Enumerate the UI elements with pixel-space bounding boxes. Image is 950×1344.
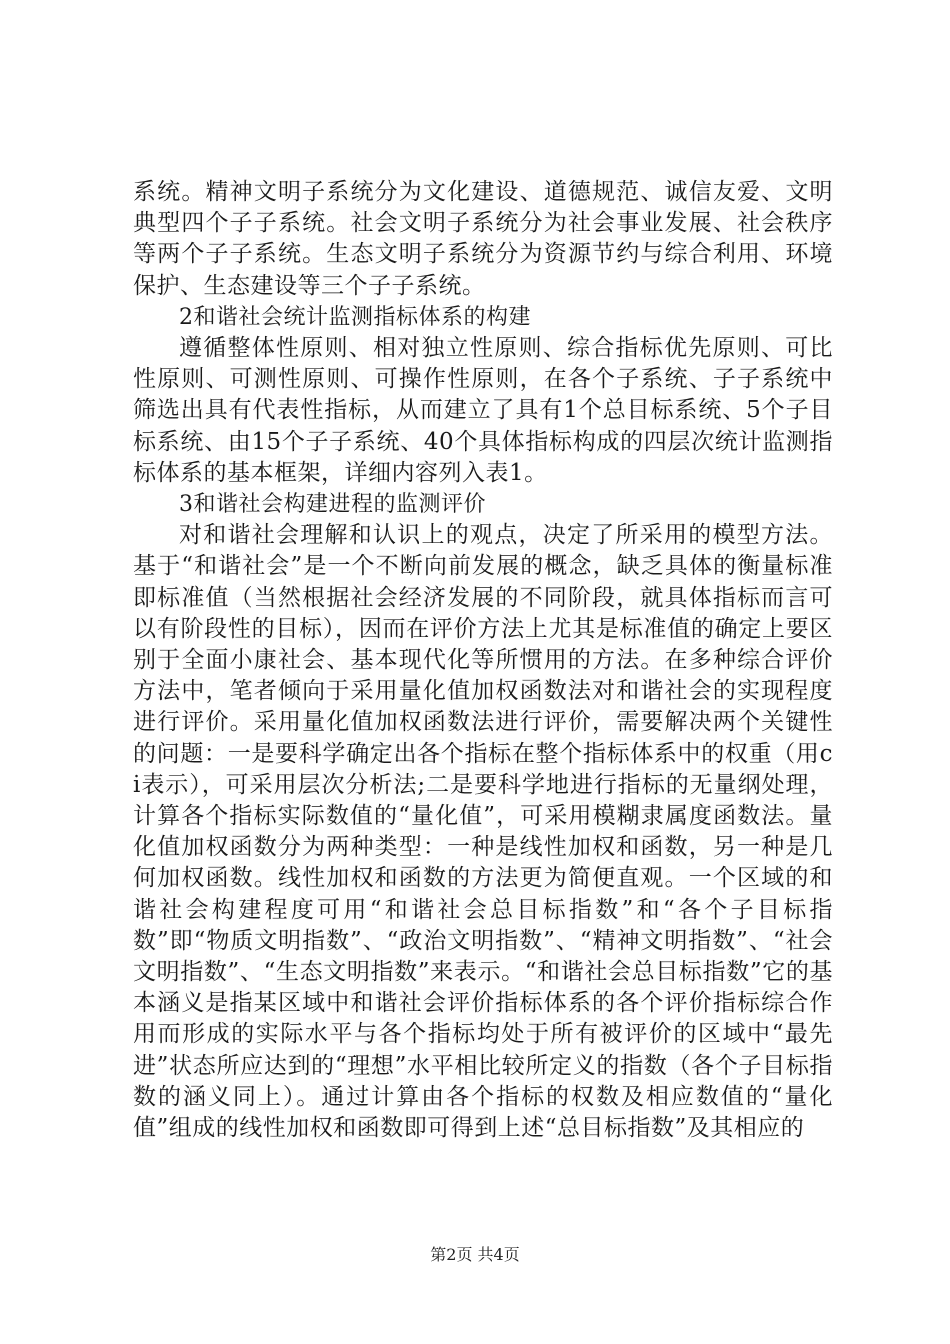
document-body <box>133 177 833 1144</box>
page-footer <box>0 1245 950 1265</box>
section-heading-3: 3和谐社会构建进程的监测评价 <box>179 492 486 518</box>
paragraph-subsystem-continuation: 系统。精神文明子系统分为文化建设、道德规范、诚信友爱、文明典型四个子子系统。社会文明子系统分为社会事业发展、社会秩序等两个子子系统。生态文明子系统分为资源节约与综合利用、环境保护、生态建设等三个子子系统。 <box>133 179 833 299</box>
paragraph-monitoring-evaluation: 对和谐社会理解和认识上的观点，决定了所采用的模型方法。基于“和谐社会”是一个不断向前发展的概念，缺乏具体的衡量标准即标准值（当然根据社会经济发展的不同阶段，就具体指标而言可以有阶段性的目标），因而在评价方法上尤其是标准值的确定上要区别于全面小康社会、基本现代化等所惯用的方法。在多种综合评价方法中，笔者倾向于采用量化值加权函数法对和谐社会的实现程度进行评价。采用量化值加权函数法进行评价，需要解决两个关键性的问题：一是要科学确定出各个指标在整个指标体系中的权重（用ci表示），可采用层次分析法;二是要科学地进行指标的无量纲处理，计算各个指标实际数值的“量化值”，可采用模糊隶属度函数法。量化值加权函数分为两种类型：一种是线性加权和函数，另一种是几何加权函数。线性加权和函数的方法更为简便直观。一个区域的和谐社会构建程度可用“和谐社会总目标指数”和“各个子目标指数”即“物质文明指数”、“政治文明指数”、“精神文明指数”、“社会文明指数”、“生态文明指数”来表示。“和谐社会总目标指数”它的基本涵义是指某区域中和谐社会评价指标体系的各个评价指标综合作用而形成的实际水平与各个指标均处于所有被评价的区域中“最先进”状态所应达到的“理想”水平相比较所定义的指数（各个子目标指数的涵义同上）。通过计算由各个指标的权数及相应数值的“量化值”组成的线性加权和函数即可得到上述“总目标指数”及其相应的 <box>133 522 833 1142</box>
paragraph-indicator-construction: 遵循整体性原则、相对独立性原则、综合指标优先原则、可比性原则、可测性原则、可操作性原则，在各个子系统、子子系统中筛选出具有代表性指标，从而建立了具有1个总目标系统、5个子目标系统、由15个子子系统、40个具体指标构成的四层次统计监测指标体系的基本框架，详细内容列入表1。 <box>133 335 833 486</box>
page-number-label: 第2页 共4页 <box>430 1245 520 1264</box>
section-heading-2: 2和谐社会统计监测指标体系的构建 <box>179 304 531 330</box>
